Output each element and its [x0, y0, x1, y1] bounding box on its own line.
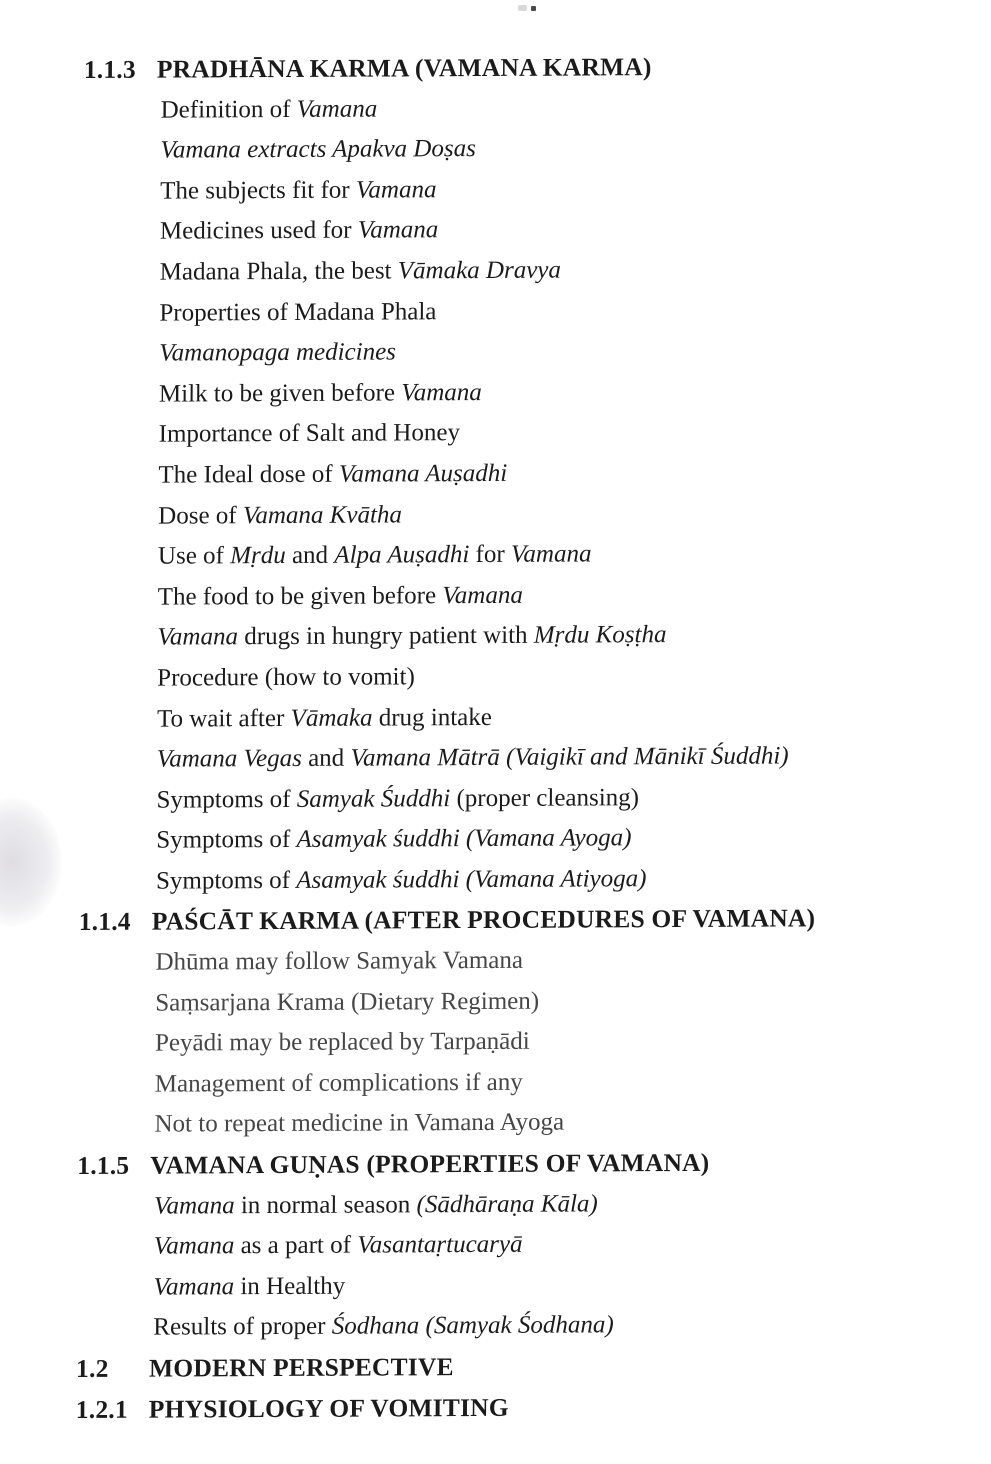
toc-item-text: Not to repeat medicine in Vamana Ayoga [154, 1109, 565, 1139]
toc-item-text-italic: Vāmaka Dravya [397, 256, 562, 285]
section-heading [79, 898, 959, 943]
toc-item-text: for [469, 540, 512, 569]
section-heading [77, 1142, 957, 1187]
toc-item-text-italic: Mṛdu [230, 542, 286, 570]
toc-item [81, 573, 961, 618]
toc-item-text: drug intake [372, 703, 493, 732]
toc-item-text-italic: Vamana [153, 1232, 235, 1260]
scan-speck-faint-artifact [518, 5, 527, 11]
toc-item-text: Properties of Madana Phala [159, 297, 437, 327]
toc-item [77, 1182, 957, 1227]
toc-item-text: The Ideal dose of [158, 460, 340, 489]
table-of-contents [76, 46, 964, 1431]
toc-item [82, 370, 962, 415]
section-number: 1.1.5 [77, 1150, 130, 1181]
scan-speck-artifact [531, 6, 536, 11]
toc-item-text-italic: Vāmaka [290, 704, 373, 732]
toc-item-text: Symptoms of [156, 826, 297, 854]
toc-item-text: Management of complications if any [154, 1068, 523, 1098]
toc-item-text: Peyādi may be replaced by Tarpaṇādi [154, 1027, 530, 1057]
toc-item-text: Definition of [160, 95, 297, 124]
toc-item [78, 1060, 958, 1105]
toc-item-text-italic: Alpa Auṣadhi [334, 541, 470, 569]
toc-item-text-italic: Asamyak śuddhi [296, 825, 460, 854]
section-heading [76, 1345, 956, 1390]
toc-item-text-italic: Vamana Vegas [156, 744, 302, 773]
toc-item-text: Dose of [158, 501, 244, 530]
toc-item-text-italic: Vamana [157, 623, 239, 651]
section-title: PAŚCĀT KARMA (AFTER PROCEDURES OF VAMANA) [151, 903, 816, 937]
toc-item-text: The food to be given before [157, 581, 443, 611]
toc-item [82, 330, 962, 375]
toc-item-text-italic: Vamana Mātrā [350, 743, 500, 772]
toc-item-text: Dhūma may follow Samyak Vamana [155, 946, 524, 976]
toc-item [78, 979, 958, 1024]
section-number: 1.1.4 [78, 907, 131, 937]
toc-item [81, 533, 961, 578]
section-title: PRADHĀNA KARMA (VAMANA KARMA) [156, 52, 652, 84]
toc-item [83, 208, 963, 253]
toc-item [84, 86, 964, 131]
toc-item-text-italic: Mṛdu Koṣṭha [533, 621, 667, 650]
toc-item-text: Madana Phala, the best [159, 257, 398, 286]
toc-item-text: Medicines used for [159, 217, 358, 245]
toc-item-text: Importance of Salt and Honey [158, 419, 461, 448]
toc-item-text: The subjects fit for [160, 176, 357, 205]
toc-item [79, 817, 959, 862]
toc-item-text-italic: Asamyak śuddhi [296, 865, 460, 894]
toc-item [76, 1304, 956, 1349]
toc-item-text-italic: Vamana [401, 378, 482, 407]
toc-item [79, 857, 959, 902]
toc-item-text-italic: Śodhana [331, 1312, 420, 1341]
toc-item-text: and [285, 541, 335, 570]
section-number: 1.2.1 [75, 1394, 128, 1424]
section-heading [76, 1385, 956, 1430]
toc-item [80, 614, 960, 659]
toc-item-text: (proper cleansing) [450, 783, 640, 812]
toc-item-text: Symptoms of [156, 785, 297, 814]
toc-item-text: and [301, 744, 351, 772]
toc-item-text-italic: Vamana [296, 95, 378, 123]
toc-item [79, 776, 959, 821]
section-title: MODERN PERSPECTIVE [149, 1352, 454, 1383]
toc-item-text: Symptoms of [155, 866, 297, 895]
toc-item [82, 411, 962, 456]
toc-item-text: Results of proper [153, 1313, 332, 1342]
toc-item-text-italic: (Sādhāraṇa Kāla) [416, 1190, 598, 1218]
toc-item-text-italic: Samyak Śuddhi [296, 784, 451, 813]
toc-item-text: Saṃsarjana Krama (Dietary Regimen) [155, 987, 540, 1017]
toc-item-text-italic: Vamana [510, 540, 592, 568]
toc-item [80, 695, 960, 740]
toc-item-text: Procedure (how to vomit) [157, 663, 415, 692]
toc-item-text: Milk to be given before [158, 379, 402, 408]
toc-item-text-italic: Vasantaṛtucaryā [357, 1230, 523, 1259]
toc-item [83, 249, 963, 294]
section-title: VAMANA GUṆAS (PROPERTIES OF VAMANA) [150, 1147, 710, 1180]
toc-item-text-italic: Vamana [355, 176, 437, 204]
toc-item-text: To wait after [156, 704, 291, 733]
toc-item-text-italic: Vamanopaga medicines [159, 338, 397, 367]
toc-item [80, 655, 960, 700]
toc-item-text-italic: (Vamana Atiyoga) [465, 865, 647, 893]
section-number: 1.1.3 [83, 54, 136, 84]
toc-item-text-italic: Vamana Auṣadhi [338, 459, 508, 488]
toc-item [83, 167, 963, 212]
toc-item [77, 1223, 957, 1268]
toc-item-text-italic: Vamana [357, 216, 439, 245]
toc-item-text-italic: (Samyak Śodhana) [425, 1311, 614, 1340]
toc-item-text: drugs in hungry patient with [237, 622, 534, 651]
toc-item-text: in normal season [234, 1190, 417, 1219]
section-number: 1.2 [76, 1353, 109, 1383]
toc-item [78, 939, 958, 984]
toc-item [82, 289, 962, 334]
toc-item [78, 1020, 958, 1065]
toc-item [81, 452, 961, 497]
toc-item-text-italic: Vamana [153, 1191, 235, 1220]
toc-item [81, 492, 961, 537]
toc-item-text-italic: Vamana [153, 1273, 235, 1301]
toc-item-text-italic: Vamana [442, 581, 523, 609]
toc-item-text-italic: (Vaigikī and Mānikī Śuddhi) [505, 742, 789, 771]
toc-item-text-italic: Vamana Kvātha [242, 500, 403, 529]
toc-item [83, 127, 963, 172]
toc-item [77, 1101, 957, 1146]
scan-smudge-artifact [0, 798, 62, 926]
toc-item-text: Use of [157, 542, 231, 570]
section-heading [84, 46, 964, 91]
toc-item-text: as a part of [234, 1231, 358, 1260]
toc-item [80, 736, 960, 781]
toc-item-text-italic: (Vamana Ayoga) [465, 824, 632, 853]
toc-item-text: in Healthy [234, 1272, 346, 1301]
toc-item-text-italic: Vamana extracts Apakva Doṣas [160, 135, 476, 164]
section-title: PHYSIOLOGY OF VOMITING [148, 1392, 509, 1424]
toc-item [76, 1263, 956, 1308]
